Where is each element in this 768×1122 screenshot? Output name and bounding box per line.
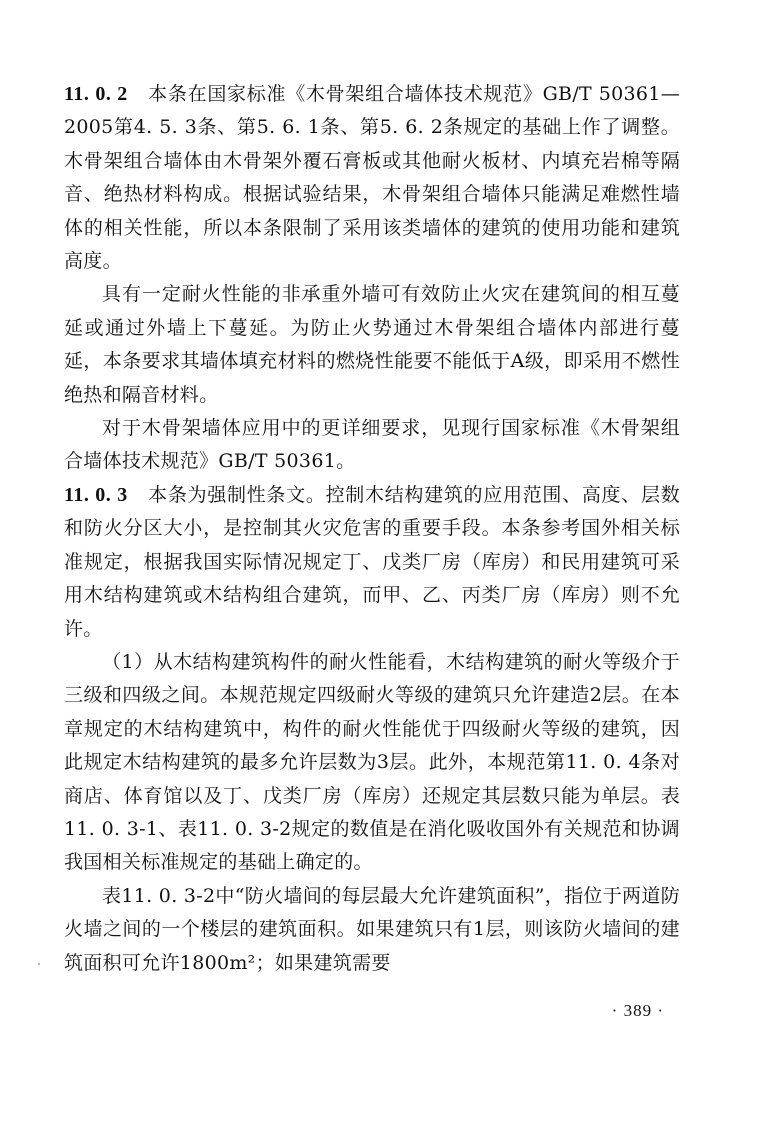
paragraph-text: 本条为强制性条文。控制木结构建筑的应用范围、高度、层数和防火分区大小，是控制其火灾危害的重要手段。本条参考国外相关标准规定，根据我国实际情况规定丁、戊类厂房（库房）和民用建筑可采用木结构建筑或木结构组合建筑，而甲、乙、丙类厂房（库房）则不允许。 xyxy=(64,483,680,640)
page-number: · 389 · xyxy=(611,1001,664,1020)
clause-11-0-2-paragraph-1 xyxy=(64,78,680,278)
clause-11-0-3-paragraph-1 xyxy=(64,479,680,646)
clause-11-0-3-paragraph-3: 表11. 0. 3-2中“防火墙间的每层最大允许建筑面积”，指位于两道防火墙之间的一个楼层的建筑面积。如果建筑只有1层，则该防火墙间的建筑面积可允许1800m²；如果建筑需要 xyxy=(64,884,680,974)
scan-speck xyxy=(38,963,40,965)
paragraph-text: 本条在国家标准《木骨架组合墙体技术规范》GB/T 50361—2005第4. 5. 3条、第5. 6. 1条、第5. 6. 2条规定的基础上作了调整。木骨架组合墙体由木骨架外覆石膏板或其他耐火板材、内填充岩棉等隔音、绝热材料构成。根据试验结果，木骨架组合墙体只能满足难燃性墙体的相关性能，所以本条限制了采用该类墙体的建筑的使用功能和建筑高度。 xyxy=(64,83,680,273)
clause-number: 11. 0. 3 xyxy=(64,483,128,506)
clause-number: 11. 0. 2 xyxy=(64,83,128,105)
clause-11-0-3-paragraph-2: （1）从木结构建筑构件的耐火性能看，木结构建筑的耐火等级介于三级和四级之间。本规范规定四级耐火等级的建筑只允许建造2层。在本章规定的木结构建筑中，构件的耐火性能优于四级耐火等级的建筑，因此规定木结构建筑的最多允许层数为3层。此外，本规范第11. 0. 4条对商店、体育馆以及丁、戊类厂房（库房）还规定其层数只能为单层。表11. 0. 3-1、表11. 0. 3-2规定的数值是在消化吸收国外有关规范和协调我国相关标准规定的基础上确定的。 xyxy=(64,650,680,874)
clause-11-0-2-paragraph-3: 对于木骨架墙体应用中的更详细要求，见现行国家标准《木骨架组合墙体技术规范》GB/T 50361。 xyxy=(64,417,680,473)
clause-11-0-2-paragraph-2: 具有一定耐火性能的非承重外墙可有效防止火灾在建筑间的相互蔓延或通过外墙上下蔓延。为防止火势通过木骨架组合墙体内部进行蔓延，本条要求其墙体填充材料的燃烧性能要不能低于A级，即采用不燃性绝热和隔音材料。 xyxy=(64,283,680,406)
document-page xyxy=(64,78,680,980)
